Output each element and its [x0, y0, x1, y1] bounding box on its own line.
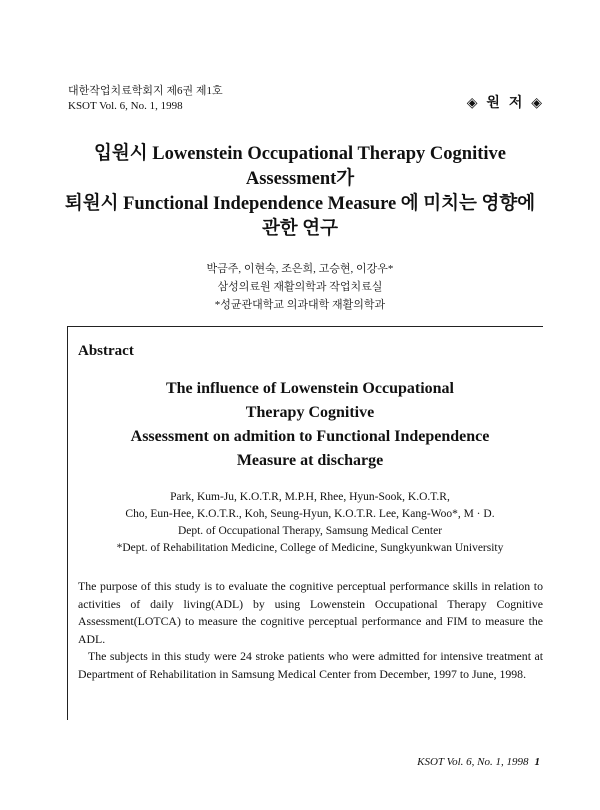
title-line: Assessment가	[245, 169, 355, 189]
abstract-body	[78, 578, 543, 683]
english-affiliation: Dept. of Occupational Therapy, Samsung Medical Center	[177, 525, 443, 537]
article-type-badge: ◈ 원 저 ◈	[466, 95, 544, 111]
english-authors-block	[78, 489, 542, 557]
korean-affiliation: 삼성의료원 재활의학과 작업치료실	[217, 281, 383, 293]
english-author-line: Cho, Eun-Hee, K.O.T.R., Koh, Seung-Hyun, K.O.T.R. Lee, Kang-Woo*, M · D.	[125, 508, 495, 520]
korean-affiliation: *성균관대학교 의과대학 재활의학과	[214, 299, 386, 311]
english-title-line: Therapy Cognitive	[245, 404, 375, 421]
korean-title	[50, 142, 550, 242]
abstract-heading: Abstract	[78, 343, 134, 359]
english-title-line: The influence of Lowenstein Occupational	[165, 380, 454, 397]
korean-author-names: 박금주, 이현숙, 조은희, 고승현, 이강우*	[206, 263, 394, 275]
korean-authors-block	[50, 260, 550, 314]
title-line: 퇴원시 Functional Independence Measure 에 미치는 영향에	[64, 194, 536, 214]
page-footer	[417, 756, 540, 768]
english-title-line: Assessment on admition to Functional Independence	[130, 428, 490, 445]
abstract-paragraph: The purpose of this study is to evaluate the cognitive perceptual performance skills in relation to activities of daily living(ADL) by using Lowenstein Occupational Therapy Cognitive Assessment(LOTCA) to measure the cognitive perceptual performance and FIM to measure the ADL.	[78, 579, 543, 646]
english-author-line: Park, Kum-Ju, K.O.T.R, M.P.H, Rhee, Hyun-Sook, K.O.T.R,	[170, 491, 450, 503]
abstract-paragraph: The subjects in this study were 24 stroke patients who were admitted for intensive treatment at Department of Rehabilitation in Samsung Medical Center from December, 1997 to June, 1998.	[78, 649, 543, 681]
title-line: 관한 연구	[261, 219, 339, 239]
journal-header	[68, 84, 223, 114]
english-title-line: Measure at discharge	[236, 452, 384, 469]
page-number: 1	[534, 756, 540, 768]
english-affiliation: *Dept. of Rehabilitation Medicine, College of Medicine, Sungkyunkwan University	[116, 542, 504, 554]
title-line: 입원시 Lowenstein Occupational Therapy Cognitive	[94, 144, 506, 164]
journal-volume: KSOT Vol. 6, No. 1, 1998	[68, 100, 183, 112]
english-title	[80, 377, 540, 473]
footer-citation: KSOT Vol. 6, No. 1, 1998	[417, 756, 529, 768]
journal-name-korean: 대한작업치료학회지 제6권 제1호	[68, 85, 223, 97]
